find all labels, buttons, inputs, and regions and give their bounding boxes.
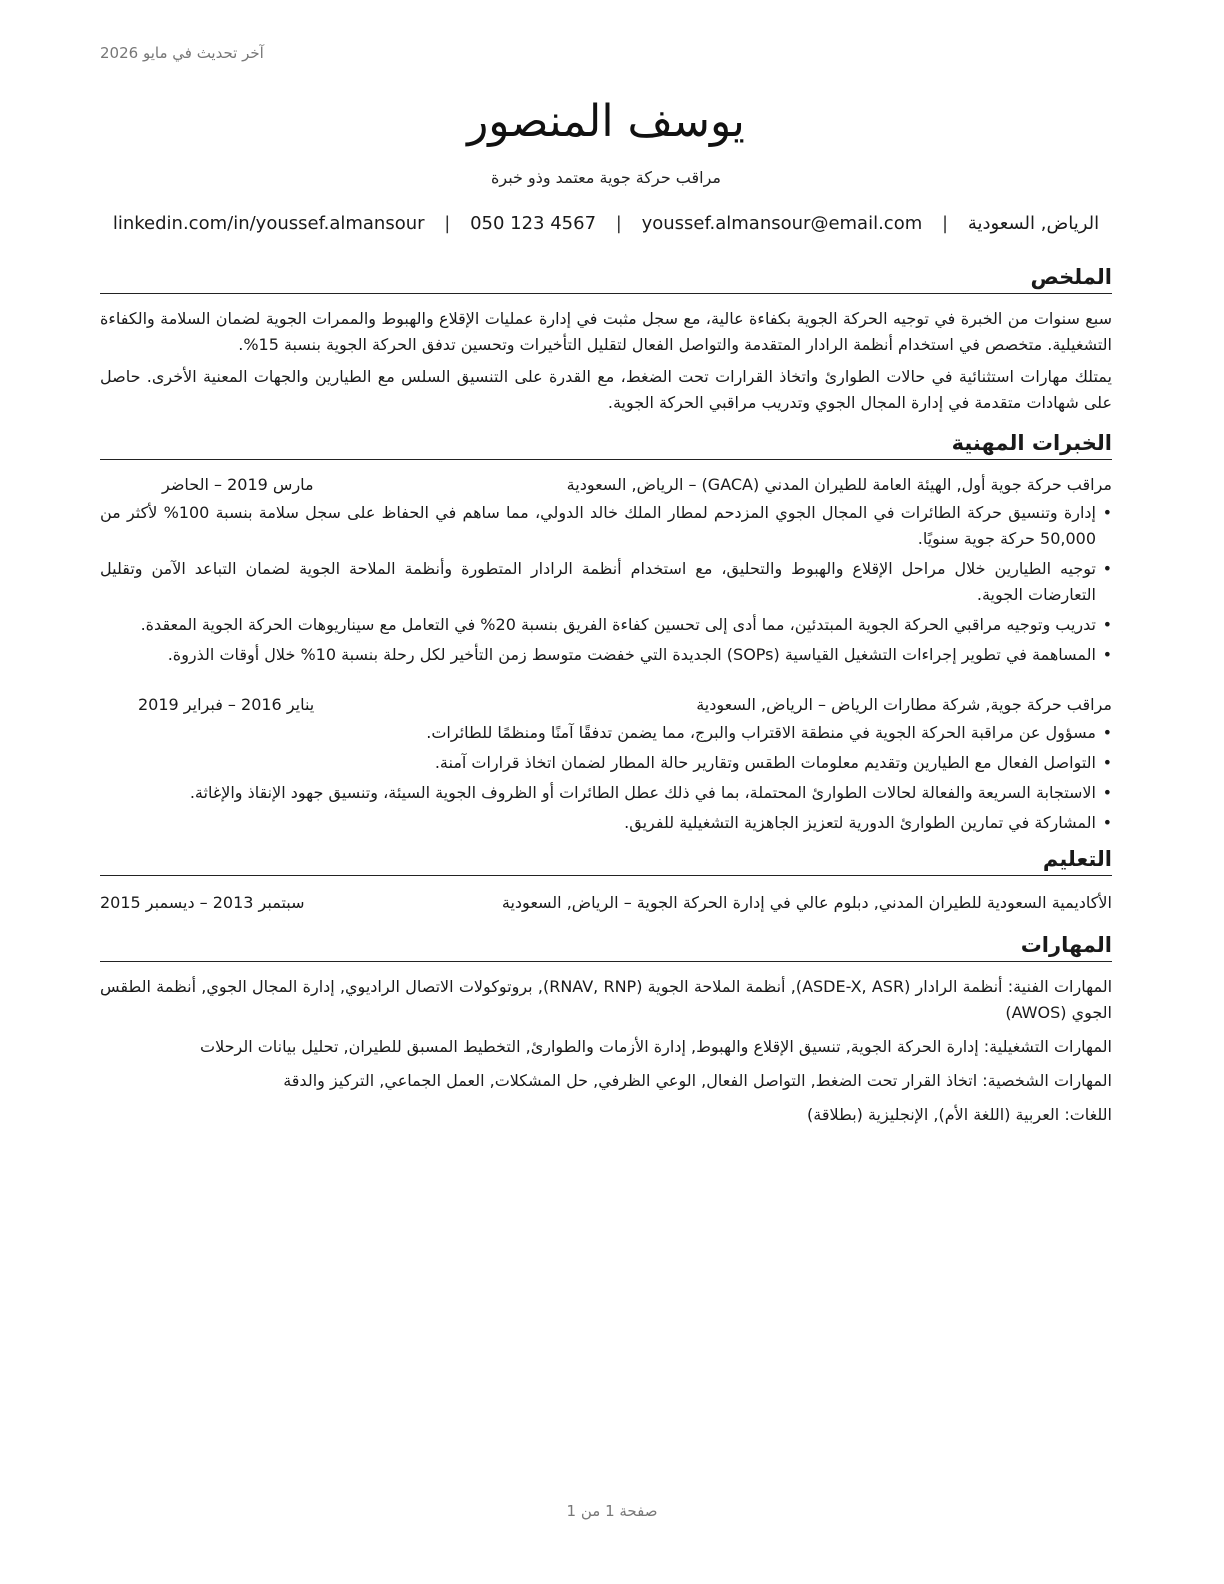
- resume-page: [100, 90, 1112, 1128]
- skill-line: المهارات التشغيلية: إدارة الحركة الجوية, تنسيق الإقلاع والهبوط, إدارة الأزمات والطوارئ, التخطيط المسبق للطيران, تحليل بيانات الرحلات: [200, 1037, 1112, 1056]
- education-dates: سبتمبر 2013 – ديسمبر 2015: [100, 893, 305, 912]
- summary-paragraph: سبع سنوات من الخبرة في توجيه الحركة الجوية بكفاءة عالية، مع سجل مثبت في إدارة عمليات الإقلاع والهبوط والممرات الجوية لضمان السلامة والكفاءة التشغيلية. متخصص في استخدام أنظمة الرادار المتقدمة والتواصل الفعال لتقليل التأخيرات وتحسين تدفق الحركة الجوية بنسبة 15%.: [100, 309, 1112, 354]
- job-bullet: • مسؤول عن مراقبة الحركة الجوية في منطقة الاقتراب والبرج، مما يضمن تدفقًا آمنًا ومنظمًا للطائرات.: [100, 720, 1112, 746]
- education-section: [100, 844, 1112, 916]
- skill-line: المهارات الفنية: أنظمة الرادار (ASDE-X, ASR), أنظمة الملاحة الجوية (RNAV, RNP), بروتوكولات الاتصال الراديوي, إدارة المجال الجوي, أنظمة الطقس الجوي (AWOS): [100, 977, 1113, 1022]
- candidate-title: مراقب حركة جوية معتمد وذو خبرة: [490, 168, 721, 187]
- skills-section: [100, 930, 1112, 1128]
- education-institution: الأكاديمية السعودية للطيران المدني, دبلوم عالي في إدارة الحركة الجوية – الرياض, السعودية: [501, 893, 1112, 912]
- contact-line: [100, 213, 1112, 234]
- job-bullets: [100, 500, 1112, 668]
- contact-linkedin[interactable]: linkedin.com/in/youssef.almansour: [112, 213, 425, 234]
- job-bullet: • تدريب وتوجيه مراقبي الحركة الجوية المبتدئين، مما أدى إلى تحسين كفاءة الفريق بنسبة 20% في التعامل مع سيناريوهات الحركة الجوية المعقدة.: [100, 612, 1112, 638]
- job-bullet: • الاستجابة السريعة والفعالة لحالات الطوارئ المحتملة، بما في ذلك عطل الطائرات أو الظروف الجوية السيئة، وتنسيق جهود الإنقاذ والإغاثة.: [100, 780, 1112, 806]
- job-bullet: • المساهمة في تطوير إجراءات التشغيل القياسية (SOPs) الجديدة التي خفضت متوسط زمن التأخير لكل رحلة بنسبة 10% خلال أوقات الذروة.: [100, 642, 1112, 668]
- job-bullet: • التواصل الفعال مع الطيارين وتقديم معلومات الطقس وتقارير حالة المطار لضمان اتخاذ قرارات آمنة.: [100, 750, 1112, 776]
- contact-location: الرياض, السعودية: [967, 213, 1100, 234]
- job-dates: يناير 2016 – فبراير 2019: [138, 695, 315, 714]
- education-entry: [100, 890, 1112, 916]
- job-title-company: مراقب حركة جوية, شركة مطارات الرياض – الرياض, السعودية: [696, 695, 1112, 714]
- skill-line: المهارات الشخصية: اتخاذ القرار تحت الضغط, التواصل الفعال, الوعي الظرفي, حل المشكلات, العمل الجماعي, التركيز والدقة: [283, 1071, 1112, 1090]
- candidate-name: يوسف المنصور: [467, 96, 745, 147]
- section-title-experience: الخبرات المهنية: [100, 428, 1112, 460]
- job-header: [100, 692, 1112, 718]
- skill-line: اللغات: العربية (اللغة الأم), الإنجليزية (بطلاقة): [807, 1105, 1112, 1124]
- job-bullet: • إدارة وتنسيق حركة الطائرات في المجال الجوي المزدحم لمطار الملك خالد الدولي، مما ساهم في الحفاظ على سجل سلامة بنسبة 100% لأكثر من 50,000 حركة جوية سنويًا.: [100, 500, 1112, 552]
- contact-separator: |: [942, 213, 949, 234]
- job-header: [100, 472, 1112, 498]
- contact-phone[interactable]: 050 123 4567: [470, 213, 597, 234]
- section-title-summary: الملخص: [100, 262, 1112, 294]
- contact-separator: |: [444, 213, 451, 234]
- job-bullet: • توجيه الطيارين خلال مراحل الإقلاع والهبوط والتحليق، مع استخدام أنظمة الرادار المتطورة وأنظمة الملاحة الجوية لضمان التباعد الآمن وتقليل التعارضات الجوية.: [100, 556, 1112, 608]
- contact-email[interactable]: youssef.almansour@email.com: [641, 213, 923, 234]
- summary-section: [100, 262, 1112, 416]
- summary-paragraph: يمتلك مهارات استثنائية في حالات الطوارئ واتخاذ القرارات تحت الضغط، مع القدرة على التنسيق السلس مع الطيارين والجهات المعنية الأخرى. حاصل على شهادات متقدمة في إدارة المجال الجوي وتدريب مراقبي الحركة الجوية.: [100, 367, 1112, 412]
- page-number: صفحة 1 من 1: [566, 1502, 658, 1520]
- job-bullets: [100, 720, 1112, 836]
- job-bullet: • المشاركة في تمارين الطوارئ الدورية لتعزيز الجاهزية التشغيلية للفريق.: [100, 810, 1112, 836]
- job-title-company: مراقب حركة جوية أول, الهيئة العامة للطيران المدني (GACA) – الرياض, السعودية: [566, 475, 1112, 494]
- contact-separator: |: [615, 213, 622, 234]
- job-dates: مارس 2019 – الحاضر: [162, 475, 314, 494]
- section-title-education: التعليم: [100, 844, 1112, 876]
- experience-section: [100, 428, 1112, 836]
- section-title-skills: المهارات: [100, 930, 1112, 962]
- last-updated-note: آخر تحديث في مايو 2026: [100, 44, 264, 62]
